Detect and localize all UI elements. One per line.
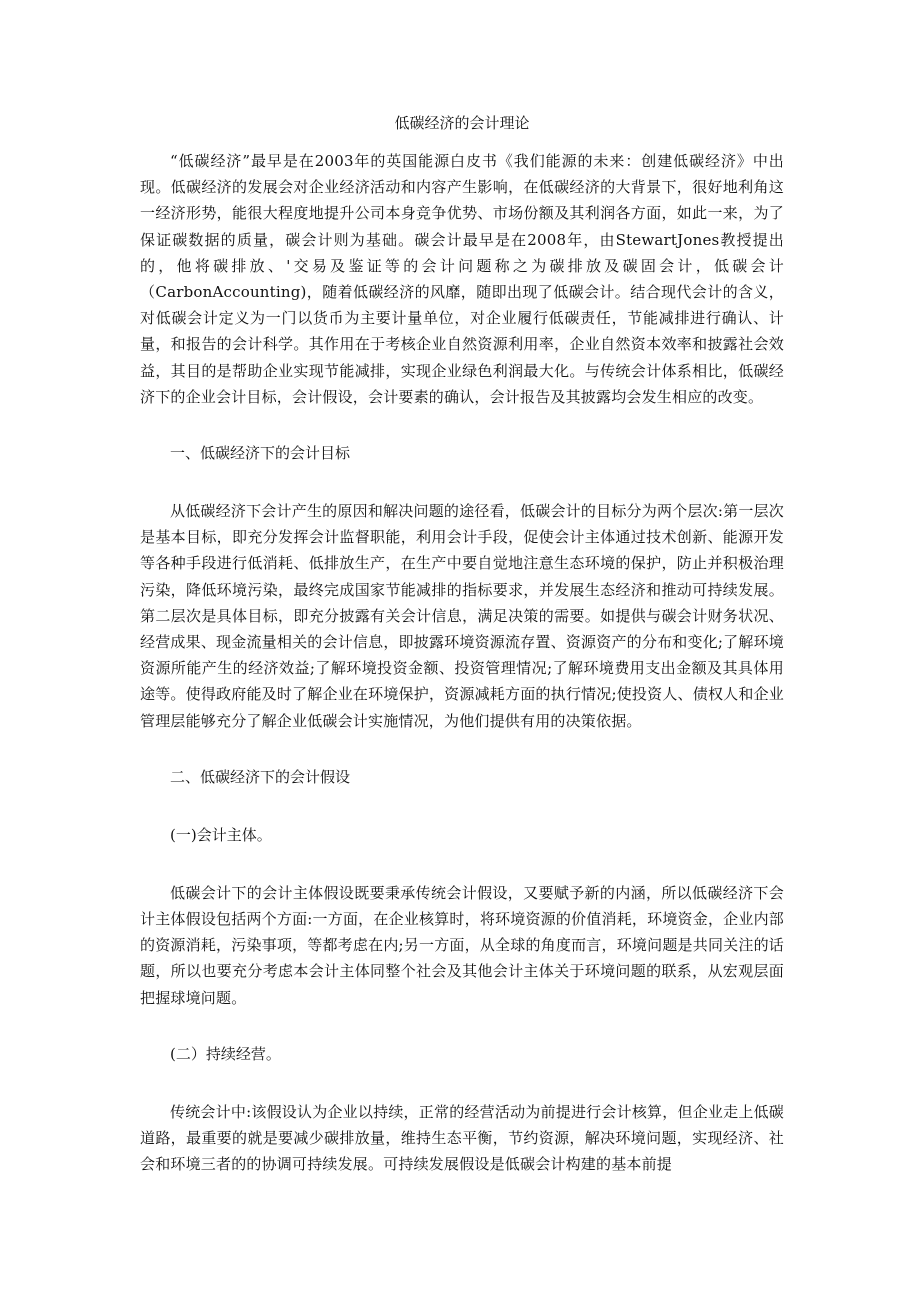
section-2-heading: 二、低碳经济下的会计假设 <box>170 767 351 786</box>
intro-paragraph: “低碳经济”最早是在2003年的英国能源白皮书《我们能源的未来：创建低碳经济》中出现。低碳经济的发展会对企业经济活动和内容产生影响，在低碳经济的大背景下，很好地利角这一经济形势，能很大程度地提升公司本身竞争优势、市场份额及其利润各方面，如此一来，为了保证碳数据的质量，碳会计则为基础。碳会计最早是在2008年，由StewartJones教授提出的，他将碳排放、'交易及鉴证等的会计问题称之为碳排放及碳固会计，低碳会计（CarbonAccounting)，随着低碳经济的风靡，随即出现了低碳会计。结合现代会计的含义，对低碳会计定义为一门以货币为主要计量单位，对企业履行低碳责任，节能减排进行确认、计量，和报告的会计科学。其作用在于考核企业自然资源利用率，企业自然资本效率和披露社会效益，其目的是帮助企业实现节能减排，实现企业绿色利润最大化。与传统会计体系相比，低碳经济下的企业会计目标，会计假设，会计要素的确认，会计报告及其披露均会发生相应的改变。 <box>140 152 784 406</box>
document-page <box>140 112 784 1177</box>
document-title: 低碳经济的会计理论 <box>394 114 530 132</box>
section-1-heading: 一、低碳经济下的会计目标 <box>170 444 351 463</box>
section-1-paragraph: 从低碳经济下会计产生的原因和解决问题的途径看，低碳会计的目标分为两个层次:第一层次是基本目标，即充分发挥会计监督职能，利用会计手段，促使会计主体通过技术创新、能源开发等各种手段进行低消耗、低排放生产，在生产中要自觉地注意生态环境的保护，防止并积极治理污染，降低环境污染，最终完成国家节能减排的指标要求，并发展生态经济和推动可持续发展。第二层次是具体目标，即充分披露有关会计信息，满足决策的需要。如提供与碳会计财务状况、经营成果、现金流量相关的会计信息，即披露环境资源流存置、资源资产的分布和变化;了解环境资源所能产生的经济效益;了解环境投资金额、投资管理情况;了解环境费用支出金额及其具体用途等。使得政府能及时了解企业在环境保护，资源减耗方面的执行情况;使投资人、债权人和企业管理层能够充分了解企业低碳会计实施情况，为他们提供有用的决策依据。 <box>140 502 784 730</box>
subsection-1-heading: (一)会计主体。 <box>170 825 272 844</box>
subsection-2-heading: (二）持续经营。 <box>170 1044 281 1063</box>
subsection-2-paragraph: 传统会计中:该假设认为企业以持续，正常的经营活动为前提进行会计核算，但企业走上低碳道路，最重要的就是要减少碳排放量，维持生态平衡，节约资源，解决环境问题，实现经济、社会和环境三者的的协调可持续发展。可持续发展假设是低碳会计构建的基本前提 <box>140 1102 784 1174</box>
subsection-1-paragraph: 低碳会计下的会计主体假设既要秉承传统会计假设，又要赋予新的内涵，所以低碳经济下会计主体假设包括两个方面:一方面，在企业核算时，将环境资源的价值消耗，环境资金，企业内部的资源消耗，污染事项，等都考虑在内;另一方面，从全球的角度而言，环境问题是共同关注的话题，所以也要充分考虑本会计主体同整个社会及其他会计主体关于环境问题的联系，从宏观层面把握球境问题。 <box>140 883 784 1007</box>
